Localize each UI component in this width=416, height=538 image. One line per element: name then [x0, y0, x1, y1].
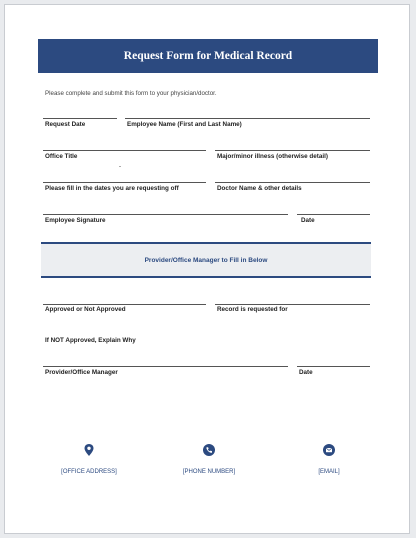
request-date-line[interactable] [43, 118, 117, 119]
employee-signature-line[interactable] [43, 214, 288, 215]
record-requested-label: Record is requested for [217, 306, 288, 313]
employee-signature-label: Employee Signature [45, 217, 106, 224]
request-date-label: Request Date [45, 121, 86, 128]
doctor-name-label: Doctor Name & other details [217, 185, 302, 192]
not-approved-label: If NOT Approved, Explain Why [45, 337, 136, 344]
phone-number-text: [PHONE NUMBER] [182, 469, 236, 475]
employee-name-line[interactable] [125, 118, 370, 119]
office-title-label: Office Title [45, 153, 78, 160]
date-line-1[interactable] [297, 214, 370, 215]
phone-icon [202, 443, 216, 457]
date-label-2: Date [299, 369, 313, 376]
employee-name-label: Employee Name (First and Last Name) [127, 121, 242, 128]
form-page [4, 4, 410, 534]
illness-label: Major/minor illness (otherwise detail) [217, 153, 328, 160]
illness-line[interactable] [215, 150, 370, 151]
approved-line[interactable] [43, 304, 206, 305]
form-header [38, 39, 378, 73]
provider-manager-line[interactable] [43, 366, 288, 367]
form-title: Request Form for Medical Record [123, 50, 293, 62]
date-label-1: Date [301, 217, 315, 224]
date-line-2[interactable] [297, 366, 370, 367]
approved-label: Approved or Not Approved [45, 306, 126, 313]
dates-off-label: Please fill in the dates you are requesting off [45, 185, 179, 192]
email-text: [EMAIL] [318, 469, 340, 475]
record-requested-line[interactable] [215, 304, 370, 305]
dates-off-line[interactable] [43, 182, 206, 183]
provider-section-title: Provider/Office Manager to Fill in Below [144, 256, 268, 264]
doctor-name-line[interactable] [215, 182, 370, 183]
location-pin-icon [82, 443, 96, 457]
footer-address [29, 443, 149, 475]
office-title-line[interactable] [43, 150, 206, 151]
form-instructions: Please complete and submit this form to your physician/doctor. [45, 90, 217, 97]
provider-manager-label: Provider/Office Manager [45, 369, 118, 376]
footer-phone [149, 443, 269, 475]
footer-email [269, 443, 389, 475]
office-address-text: [OFFICE ADDRESS] [61, 469, 117, 475]
provider-section-band [41, 242, 371, 278]
stray-mark: - [119, 164, 121, 170]
email-icon [322, 443, 336, 457]
